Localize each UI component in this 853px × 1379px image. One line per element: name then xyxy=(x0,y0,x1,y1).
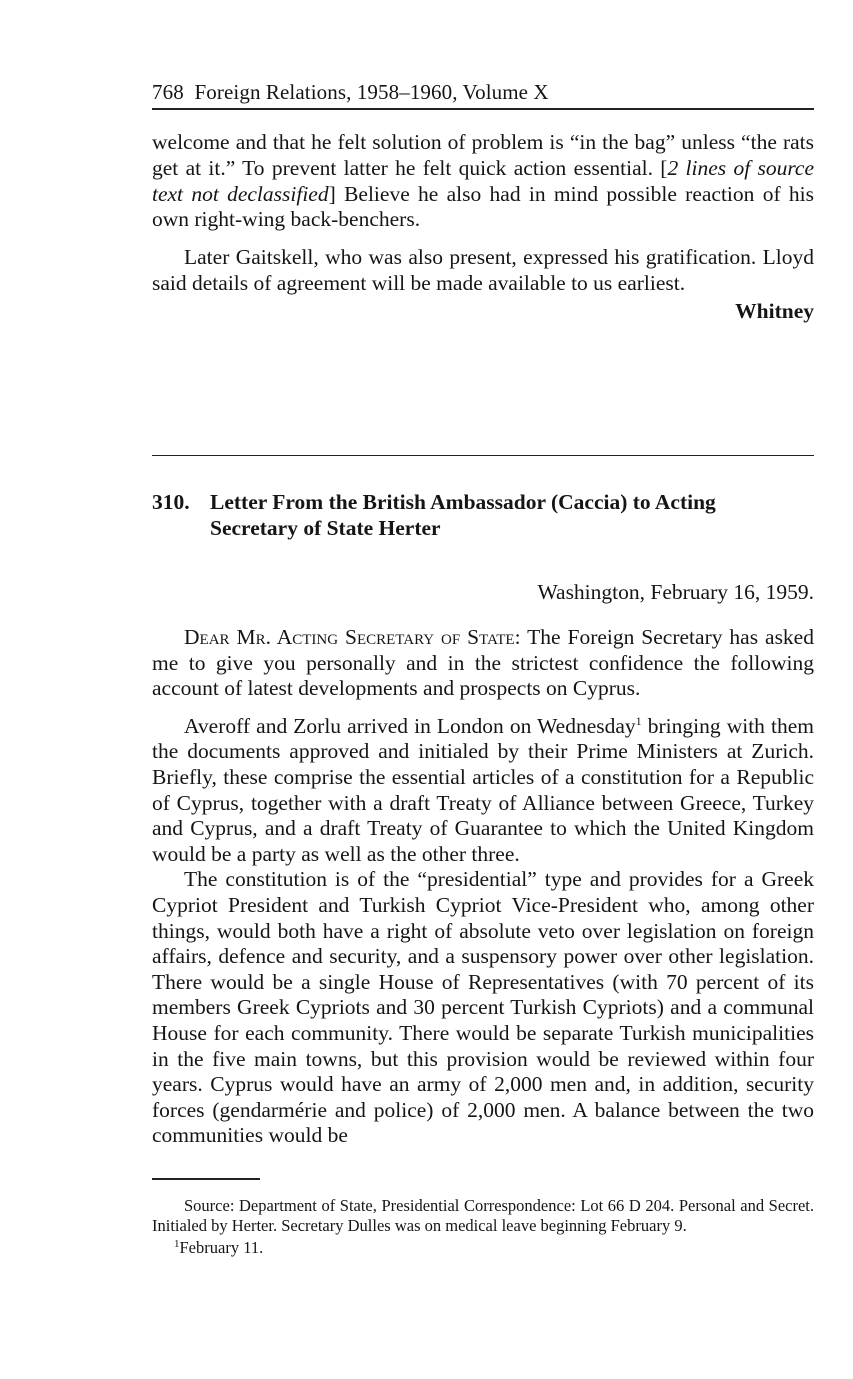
page-number: 768 xyxy=(152,80,184,104)
paragraph: Averoff and Zorlu arrived in London on Wednesday$^1$ bringing with them the documents approved and initialed by their Prime Ministers at Zurich. Briefly, these comprise the essential articles of a constitution for a Republic of Cyprus, together with a draft Treaty of Alliance between Greece, Turkey and Cyprus, and a draft Treaty of Guarantee to which the United Kingdom would be a party as well as the other three. xyxy=(152,713,814,866)
footnote-1: $^1$February 11. xyxy=(174,1238,264,1257)
document-heading xyxy=(152,489,814,541)
running-head xyxy=(152,78,549,106)
signature: Whitney xyxy=(735,298,814,323)
footnote-ref: 1 xyxy=(635,713,642,728)
document-body xyxy=(152,625,814,1149)
paragraph: Later Gaitskell, who was also present, expressed his gratification. Lloyd said details of agreement will be made available to us earliest. xyxy=(152,245,814,295)
salutation: Dear Mr. Acting Secretary of State: xyxy=(184,625,521,649)
document-number: 310. xyxy=(152,490,190,514)
volume-title: Foreign Relations, 1958–1960, Volume X xyxy=(194,80,549,104)
footnotes xyxy=(152,1196,814,1258)
previous-document-ending xyxy=(152,130,814,325)
source-note: Source: Department of State, Presidential Correspondence: Lot 66 D 204. Personal and Secret. Initialed by Herter. Secretary Dulles was on medical leave beginning February 9. xyxy=(152,1196,814,1235)
header-rule xyxy=(152,108,814,110)
section-divider xyxy=(152,455,814,456)
paragraph: Dear Mr. Acting Secretary of State: The Foreign Secretary has asked me to give you personally and in the strictest confidence the following account of latest developments and prospects on Cyprus. xyxy=(152,625,814,701)
footnote-marker: 1 xyxy=(174,1238,180,1250)
editorial-note: 2 lines of source text not declassified xyxy=(152,155,814,206)
paragraph: The constitution is of the “presidential” type and provides for a Greek Cypriot President and Turkish Cypriot Vice-President who, among other things, would both have a right of absolute veto over legislation on foreign affairs, defence and security, and a suspensory power over other legislation. There would be a single House of Representatives (with 70 percent of its members Greek Cypriots and 30 percent Turkish Cypriots) and a communal House for each community. There would be separate Turkish municipalities in the five main towns, but this provision would be reviewed within four years. Cyprus would have an army of 2,000 men and, in addition, security forces (gendarmérie and police) of 2,000 men. A balance between the two communities would be xyxy=(152,867,814,1148)
document-title: Letter From the British Ambassador (Caccia) to Acting Secretary of State Herter xyxy=(210,490,716,540)
dateline: Washington, February 16, 1959. xyxy=(537,580,814,604)
paragraph: welcome and that he felt solution of problem is “in the bag” unless “the rats get at it.” To prevent latter he felt quick action essential. [2 lines of source text not declassified] Believe he also had in mind possible reaction of his own right-wing back-benchers. xyxy=(152,130,814,232)
footnote-rule xyxy=(152,1178,260,1180)
